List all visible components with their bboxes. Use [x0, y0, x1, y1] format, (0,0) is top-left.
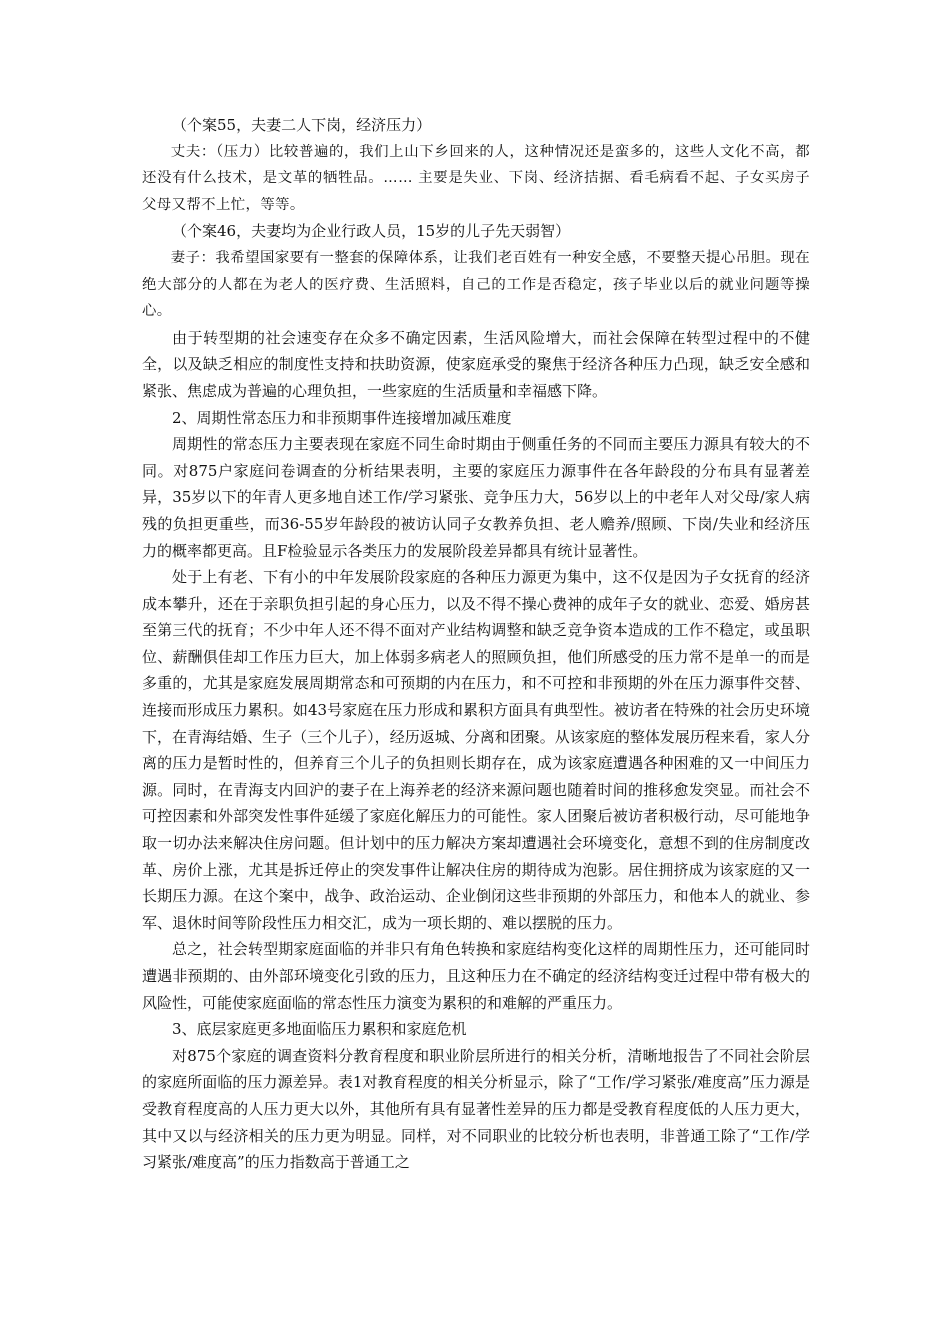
body-paragraph: 总之，社会转型期家庭面临的并非只有角色转换和家庭结构变化这样的周期性压力，还可能同时遭遇非预期的、由外部环境变化引致的压力，且这种压力在不确定的经济结构变迁过程中带有极大的风险性，可能使家庭面临的常态性压力演变为累积的和难解的严重压力。 [142, 940, 810, 1012]
body-paragraph: 周期性的常态压力主要表现在家庭不同生命时期由于侧重任务的不同而主要压力源具有较大的不同。对875户家庭问卷调查的分析结果表明，主要的家庭压力源事件在各年龄段的分布具有显著差异，35岁以下的年青人更多地自述工作/学习紧张、竞争压力大，56岁以上的中老年人对父母/家人病残的负担更重些，而36-55岁年龄段的被访认同子女教养负担、老人赡养/照顾、下岗/失业和经济压力的概率都更高。且F检验显示各类压力的发展阶段差异都具有统计显著性。 [142, 435, 810, 560]
case-note-55: （个案55，夫妻二人下岗，经济压力） [172, 116, 432, 134]
body-paragraph: 由于转型期的社会速变存在众多不确定因素，生活风险增大，而社会保障在转型过程中的不健全，以及缺乏相应的制度性支持和扶助资源，使家庭承受的聚焦于经济各种压力凸现，缺乏安全感和紧张、焦虑成为普遍的心理负担，一些家庭的生活质量和幸福感下降。 [142, 328, 810, 400]
section-heading-2: 2、周期性常态压力和非预期事件连接增加减压难度 [172, 408, 512, 427]
interview-quote-husband: 丈夫：（压力）比较普遍的，我们上山下乡回来的人，这种情况还是蛮多的，这些人文化不高，都还没有什么技术，是文革的牺牲品。…… 主要是失业、下岗、经济拮据、看毛病看不起、子女买房子父母又帮不上忙，等等。 [142, 143, 810, 213]
case-note-46: （个案46，夫妻均为企业行政人员，15岁的儿子先天弱智） [172, 222, 571, 241]
body-paragraph: 处于上有老、下有小的中年发展阶段家庭的各种压力源更为集中，这不仅是因为子女抚育的经济成本攀升，还在于亲职负担引起的身心压力，以及不得不操心费神的成年子女的就业、恋爱、婚房甚至第三代的抚育；不少中年人还不得不面对产业结构调整和缺乏竞争资本造成的工作不稳定，或虽职位、薪酬俱佳却工作压力巨大，加上体弱多病老人的照顾负担，他们所感受的压力常不是单一的而是多重的，尤其是家庭发展周期常态和可预期的内在压力，和不可控和非预期的外在压力源事件交替、连接而形成压力累积。如43号家庭在压力形成和累积方面具有典型性。被访者在特殊的社会历史环境下，在青海结婚、生子（三个儿子），经历返城、分离和团聚。从该家庭的整体发展历程来看，家人分离的压力是暂时性的，但养育三个儿子的负担则长期存在，成为该家庭遭遇各种困难的又一中间压力源。同时，在青海支内回沪的妻子在上海养老的经济来源问题也随着时间的推移愈发突显。而社会不可控因素和外部突发性事件延缓了家庭化解压力的可能性。家人团聚后被访者积极行动，尽可能地争取一切办法来解决住房问题。但计划中的压力解决方案却遭遇社会环境变化，意想不到的住房制度改革、房价上涨，尤其是拆迁停止的突发事件让解决住房的期待成为泡影。居住拥挤成为该家庭的又一长期压力源。在这个案中，战争、政治运动、企业倒闭这些非预期的外部压力，和他本人的就业、参军、退休时间等阶段性压力相交汇，成为一项长期的、难以摆脱的压力。 [142, 568, 810, 932]
document-page [142, 112, 810, 1176]
body-paragraph: 对875个家庭的调查资料分教育程度和职业阶层所进行的相关分析，清晰地报告了不同社会阶层的家庭所面临的压力源差异。表1对教育程度的相关分析显示，除了“工作/学习紧张/难度高”压力源是受教育程度高的人压力更大以外，其他所有具有显著性差异的压力都是受教育程度低的人压力更大，其中又以与经济相关的压力更为明显。同样，对不同职业的比较分析也表明，非普通工除了“工作/学习紧张/难度高”的压力指数高于普通工之 [142, 1046, 810, 1172]
interview-quote-wife: 妻子：我希望国家要有一整套的保障体系，让我们老百姓有一种安全感，不要整天提心吊胆。现在绝大部分的人都在为老人的医疗费、生活照料，自己的工作是否稳定，孩子毕业以后的就业问题等操心。 [142, 249, 810, 320]
section-heading-3: 3、底层家庭更多地面临压力累积和家庭危机 [172, 1020, 467, 1039]
